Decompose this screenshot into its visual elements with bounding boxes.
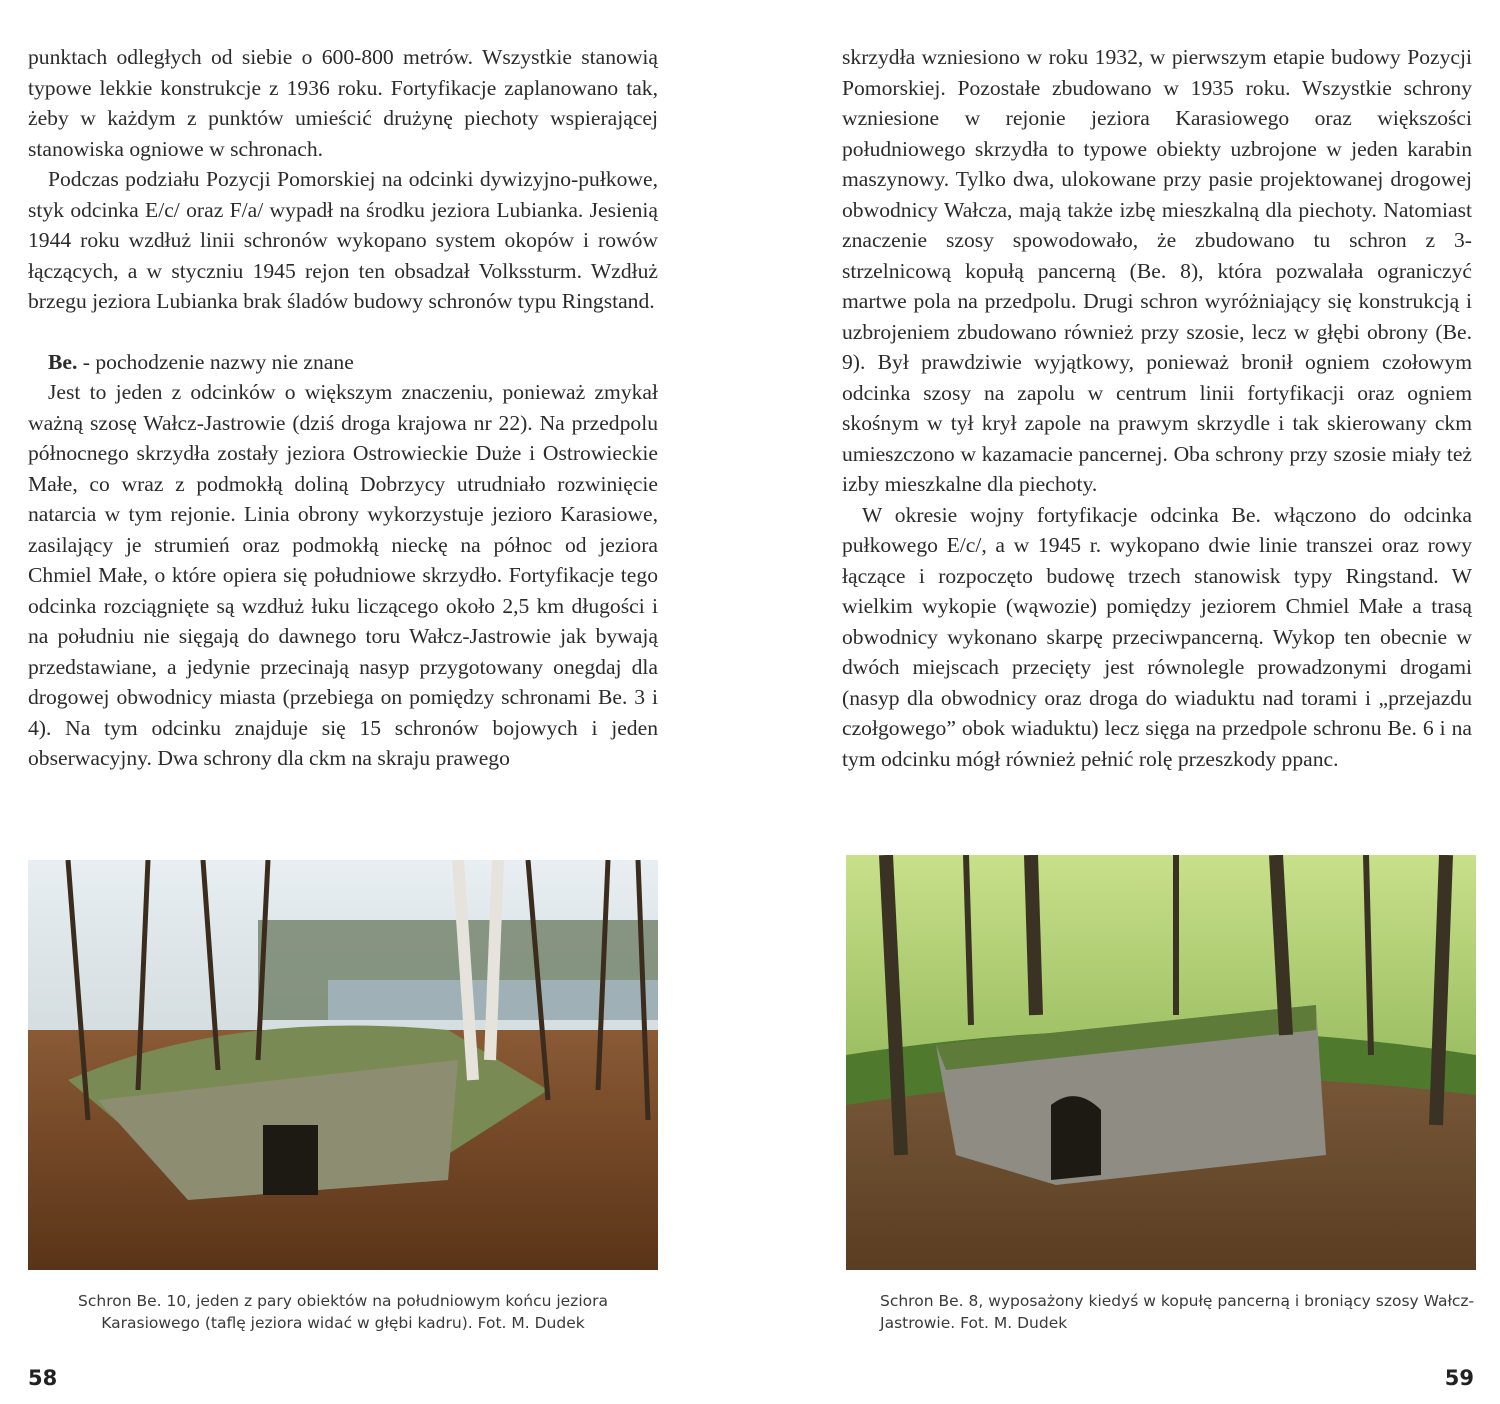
left-paragraph-2: Podczas podziału Pozycji Pomorskiej na odcinki dywizyjno-pułkowe, styk odcinka E/c/ oraz F/a/ wypadł na środku jeziora Lubianka. Jesienią 1944 roku wzdłuż linii schronów wykopano system okopów i rowów łączących, a w styczniu 1945 rejon ten obsadzał Volkssturm. Wzdłuż brzegu jeziora Lubianka brak śladów budowy schronów typu Ringstand. <box>28 167 658 313</box>
right-paragraph-2: W okresie wojny fortyfikacje odcinka Be. włączono do odcinka pułkowego E/c/, a w 1945 r. wykopano dwie linie transzei oraz rowy łączące i rozpoczęto budowę trzech stanowisk typy Ringstand. W wielkim wykopie (wąwozie) pomiędzy jeziorem Chmiel Małe a trasą obwodnicy wykonano skarpę przeciwpancerną. Wykop ten obecnie w dwóch miejscach przecięty jest równolegle prowadzonymi drogami (nasyp dla obwodnicy oraz droga do wiaduktu nad torami i „przejazdu czołgowego” obok wiaduktu) lecz sięga na przedpole schronu Be. 6 i na tym odcinku mógł również pełnić rolę przeszkody ppanc. <box>842 502 1472 771</box>
bunker-photo-be10 <box>28 860 658 1270</box>
page-number-left: 58 <box>28 1366 58 1390</box>
right-text-column <box>842 42 1472 774</box>
page-number-right: 59 <box>1444 1366 1474 1390</box>
section-subtitle: - pochodzenie nazwy nie znane <box>77 349 354 374</box>
left-caption: Schron Be. 10, jeden z pary obiektów na południowym końcu jeziora Karasiowego (taflę jeziora widać w głębi kadru). Fot. M. Dudek <box>78 1292 608 1332</box>
right-caption: Schron Be. 8, wyposażony kiedyś w kopułę pancerną i broniący szosy Wałcz-Jastrowie. Fot. M. Dudek <box>880 1292 1475 1332</box>
section-title: Be. <box>48 349 78 374</box>
left-text-column <box>28 42 658 774</box>
right-page <box>750 0 1500 1404</box>
bunker-photo-be8 <box>846 855 1476 1270</box>
left-paragraph-1: punktach odległych od siebie o 600-800 metrów. Wszystkie stanowią typowe lekkie konstrukcje z 1936 roku. Fortyfikacje zaplanowano tak, żeby w każdym z punktów umieścić drużynę piechoty wspierającej stanowiska ogniowe w schronach. <box>28 45 658 161</box>
left-paragraph-3: Jest to jeden z odcinków o większym znaczeniu, ponieważ zmykał ważną szosę Wałcz-Jastrowie (dziś droga krajowa nr 22). Na przedpolu północnego skrzydła zostały jeziora Ostrowieckie Duże i Ostrowieckie Małe, co wraz z podmokłą doliną Dobrzycy utrudniało rozwinięcie natarcia w tym rejonie. Linia obrony wykorzystuje jezioro Karasiowe, zasilający je strumień oraz podmokłą nieckę na północ od jeziora Chmiel Małe, o które opiera się południowe skrzydło. Fortyfikacje tego odcinka rozciągnięte są wzdłuż łuku liczącego około 2,5 km długości i na południu nie sięgają do dawnego toru Wałcz-Jastrowie jak bywają przedstawiane, a jedynie przecinają nasyp przygotowany onegdaj dla drogowej obwodnicy miasta (przebiega on pomiędzy schronami Be. 3 i 4). Na tym odcinku znajduje się 15 schronów bojowych i jeden obserwacyjny. Dwa schrony dla ckm na skraju prawego <box>28 380 658 770</box>
right-paragraph-1: skrzydła wzniesiono w roku 1932, w pierwszym etapie budowy Pozycji Pomorskiej. Pozostałe zbudowano w 1935 roku. Wszystkie schrony wzniesione w rejonie jeziora Karasiowego oraz większości południowego skrzydła to typowe obiekty uzbrojone w jeden karabin maszynowy. Tylko dwa, ulokowane przy pasie projektowanej drogowej obwodnicy Wałcza, mają także izbę mieszkalną dla piechoty. Natomiast znaczenie szosy spowodowało, że zbudowano tu schron z 3-strzelnicową kopułą pancerną (Be. 8), która pozwalała ograniczyć martwe pola na przedpolu. Drugi schron wyróżniający się konstrukcją i uzbrojeniem zbudowano również przy szosie, lecz w głębi obrony (Be. 9). Był prawdziwie wyjątkowy, ponieważ bronił ogniem czołowym odcinka szosy na zapolu w centrum linii fortyfikacji oraz ogniem skośnym w tył krył zapole na prawym skrzydle i tak skierowany ckm umieszczono w kazamacie pancernej. Oba schrony przy szosie miały też izby mieszkalne dla piechoty. <box>842 45 1472 496</box>
section-heading <box>28 347 658 378</box>
